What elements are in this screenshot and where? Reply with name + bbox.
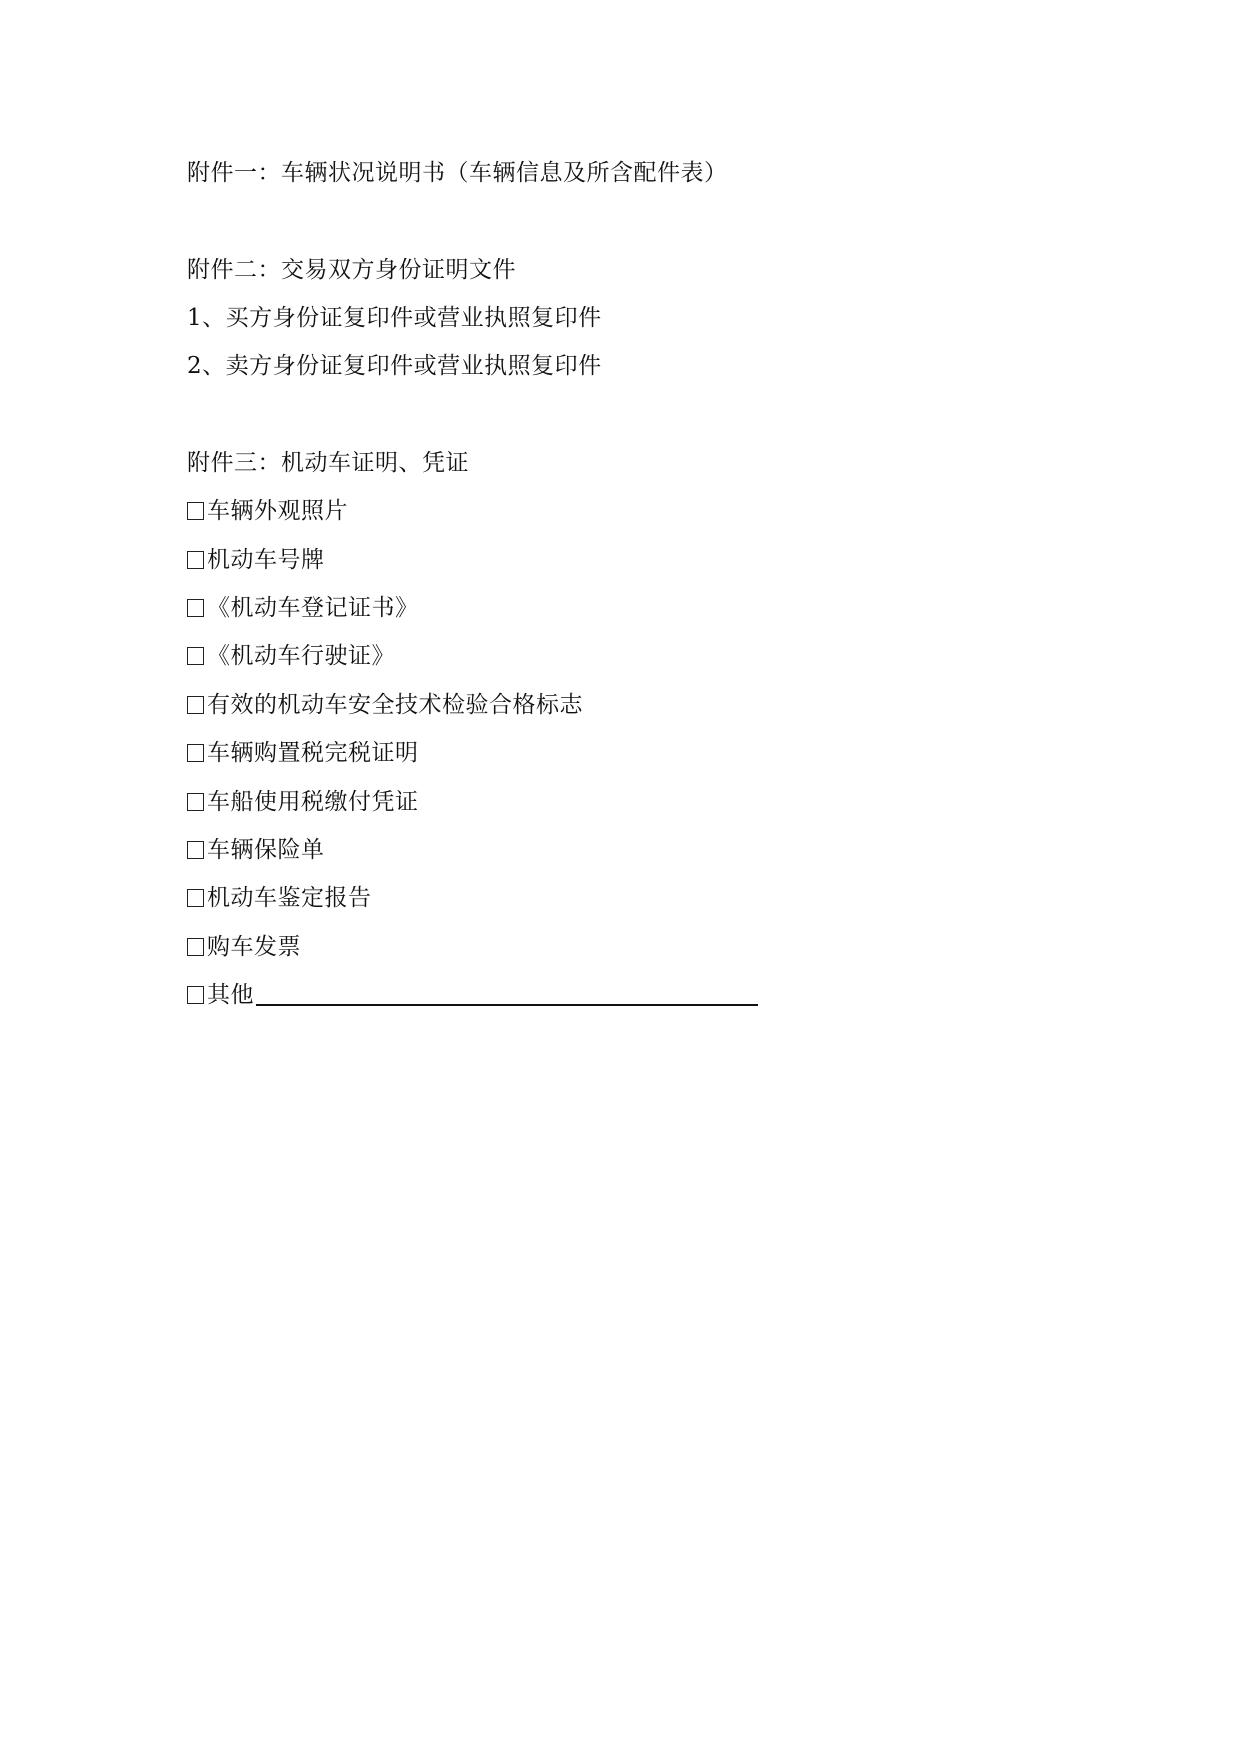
annex-1-title: 附件一：车辆状况说明书（车辆信息及所含配件表） — [187, 160, 728, 186]
checklist-item-appraisal-report — [187, 883, 372, 913]
checkbox-purchase-tax[interactable] — [187, 744, 204, 762]
checklist-label: 购车发票 — [207, 934, 301, 960]
checkbox-vehicle-photos[interactable] — [187, 502, 204, 520]
checkbox-registration-certificate[interactable] — [187, 599, 204, 617]
checklist-label: 机动车号牌 — [207, 547, 325, 573]
checklist-label: 《机动车行驶证》 — [207, 643, 395, 669]
annex-2-item-seller-id: 2、卖方身份证复印件或营业执照复印件 — [187, 353, 602, 379]
checklist-item-insurance-policy — [187, 835, 325, 865]
other-fill-in-line[interactable] — [256, 982, 758, 1006]
checkbox-other[interactable] — [187, 986, 204, 1004]
annex-3-title: 附件三：机动车证明、凭证 — [187, 450, 469, 476]
checklist-label: 车辆购置税完税证明 — [207, 740, 419, 766]
checklist-item-driving-license — [187, 641, 395, 671]
checklist-label: 《机动车登记证书》 — [207, 595, 419, 621]
checklist-item-vessel-tax — [187, 787, 419, 817]
checklist-item-inspection-mark — [187, 690, 583, 720]
checklist-label: 有效的机动车安全技术检验合格标志 — [207, 692, 583, 718]
annex-2-title: 附件二：交易双方身份证明文件 — [187, 257, 516, 283]
checkbox-insurance-policy[interactable] — [187, 841, 204, 859]
checkbox-vessel-tax[interactable] — [187, 793, 204, 811]
checklist-label: 机动车鉴定报告 — [207, 885, 372, 911]
checkbox-appraisal-report[interactable] — [187, 889, 204, 907]
checklist-label: 车船使用税缴付凭证 — [207, 789, 419, 815]
checklist-item-other — [187, 980, 758, 1010]
checkbox-license-plate[interactable] — [187, 551, 204, 569]
checklist-label: 其他 — [207, 982, 254, 1008]
annex-2-item-buyer-id: 1、买方身份证复印件或营业执照复印件 — [187, 305, 602, 331]
checklist-item-purchase-tax — [187, 738, 419, 768]
checklist-item-license-plate — [187, 545, 325, 575]
checkbox-purchase-invoice[interactable] — [187, 938, 204, 956]
checklist-item-registration-certificate — [187, 593, 419, 623]
checklist-label: 车辆外观照片 — [207, 498, 348, 524]
checklist-item-purchase-invoice — [187, 932, 301, 962]
checkbox-inspection-mark[interactable] — [187, 696, 204, 714]
checklist-label: 车辆保险单 — [207, 837, 325, 863]
checklist-item-vehicle-photos — [187, 496, 348, 526]
checkbox-driving-license[interactable] — [187, 647, 204, 665]
